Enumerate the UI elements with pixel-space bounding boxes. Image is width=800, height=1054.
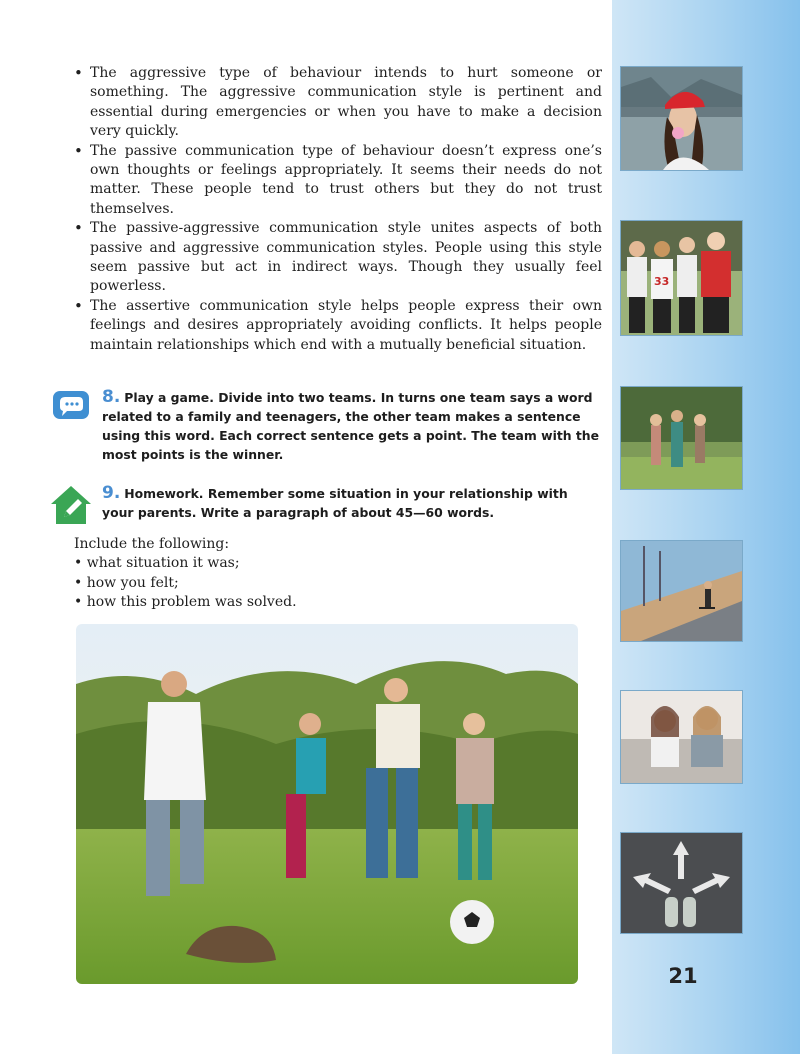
list-item: • how this problem was solved. — [74, 594, 297, 611]
chat-bubble-icon — [52, 390, 90, 424]
house-pencil-icon — [50, 484, 92, 526]
svg-text:33: 33 — [654, 275, 670, 288]
include-intro: Include the following: — [74, 536, 230, 552]
family-football-photo — [76, 624, 578, 984]
task-9 — [102, 484, 602, 522]
task-number: 8. — [102, 387, 121, 407]
page-number: 21 — [668, 964, 698, 988]
thumbnail-children-field — [620, 386, 743, 490]
thumbnail-girl-bubblegum — [620, 66, 743, 171]
list-item: • how you felt; — [74, 574, 179, 591]
list-item: • what situation it was; — [74, 555, 240, 572]
list-item: • The passive communication type of behaviour doesn’t express one’s own thoughts or feelings appropriately. It seems their needs do not matter. These people tend to trust others but they do not trust themselves. — [74, 142, 602, 220]
communication-styles-list — [74, 64, 602, 355]
task-8 — [102, 388, 602, 464]
thumbnail-arrows-crossroads — [620, 832, 743, 934]
list-item: • The aggressive type of behaviour intends to hurt someone or something. The aggressive communication style is pertinent and essential during emergencies or when you have to make a decision very quickly. — [74, 64, 602, 142]
task-number: 9. — [102, 483, 121, 503]
include-list — [74, 535, 594, 613]
thumbnail-skateboarder — [620, 540, 743, 642]
task-text: Play a game. Divide into two teams. In turns one team says a word related to a family and teenagers, the other team makes a sentence using this word. Each correct sentence gets a point. The team with the most points is the winner. — [102, 390, 600, 462]
thumbnail-mother-daughter — [620, 690, 743, 784]
list-item: • The passive-aggressive communication style unites aspects of both passive and aggressive communication styles. People using this style seem passive but act in indirect ways. Though they usually feel powerless. — [74, 219, 602, 297]
thumbnail-baseball-team — [620, 220, 743, 336]
task-text: Homework. Remember some situation in your relationship with your parents. Write a paragraph of about 45—60 words. — [102, 486, 568, 520]
list-item: • The assertive communication style helps people express their own feelings and desires appropriately avoiding conflicts. It helps people maintain relationships which end with a mutually beneficial situation. — [74, 297, 602, 355]
